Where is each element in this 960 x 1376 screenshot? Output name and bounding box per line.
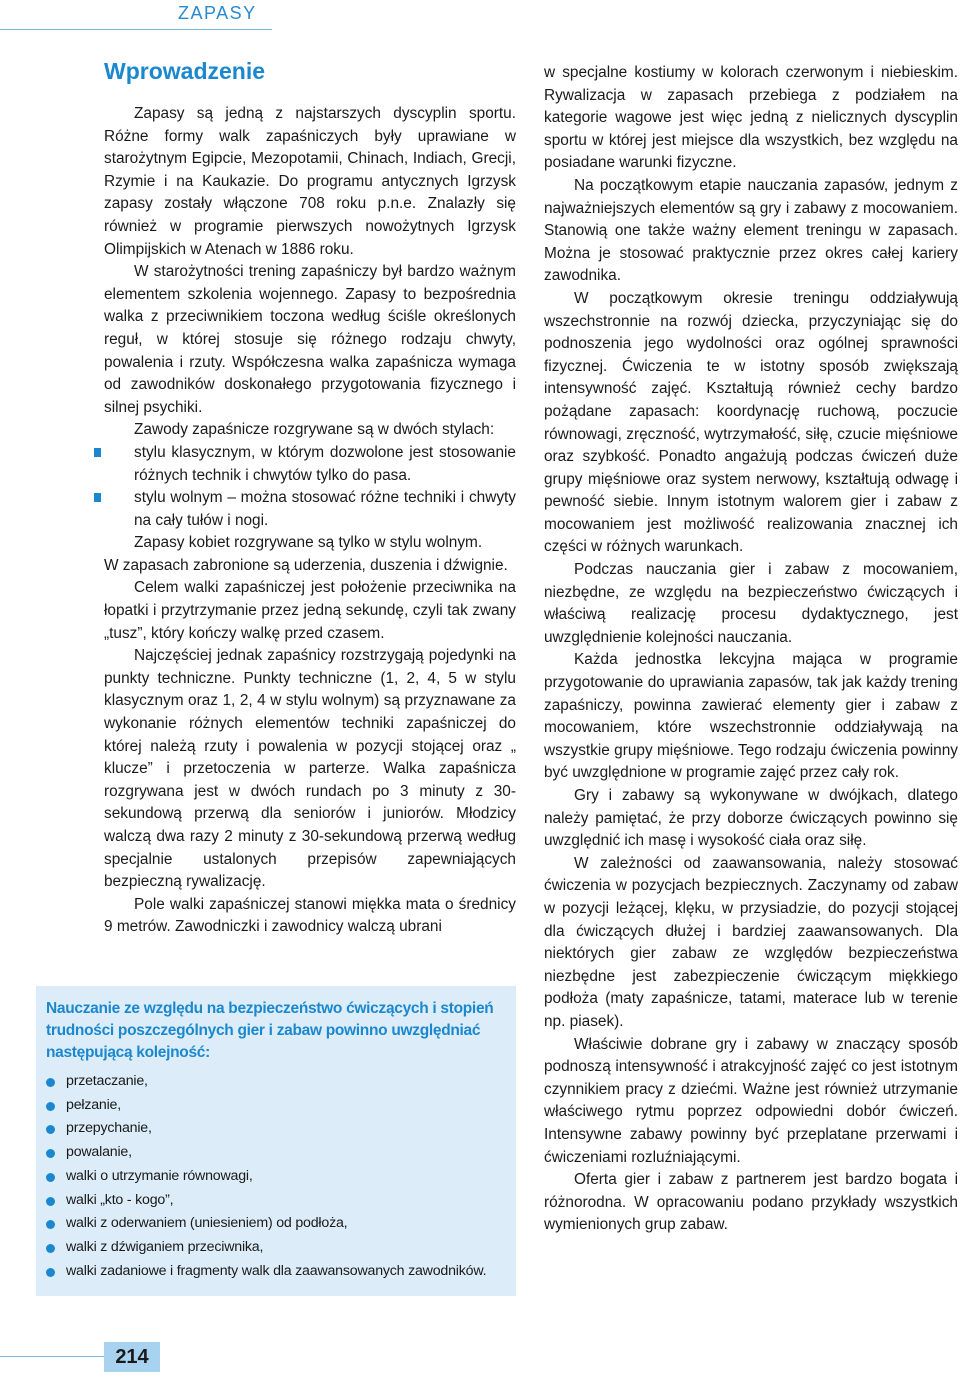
styles-list xyxy=(104,442,516,532)
list-item xyxy=(46,1212,486,1236)
list-item-text: powalanie, xyxy=(66,1144,132,1161)
paragraph: Najczęściej jednak zapaśnicy rozstrzygają pojedynki na punkty techniczne. Punkty techniczne (1, 2, 4, 5 w stylu klasycznym oraz 1, 2, 4 w stylu wolnym) są przyznawane za wykonanie różnych elementów techniki zapaśniczej do której należą rzuty i powalenia w pozycji stojącej oraz „ klucze” i przetoczenia w parterze. Walka zapaśnicza rozgrywana jest w dwóch rundach po 3 minuty z 30-sekundową przerwą dla seniorów i juniorów. Młodzicy walczą dwa razy 2 minuty z 30-sekundową przerwą według specjalnie ustalonych przepisów zapewniających bezpieczną rywalizację. xyxy=(104,647,516,891)
paragraph: W starożytności trening zapaśniczy był bardzo ważnym elementem szkolenia wojennego. Zapasy to bezpośrednia walka z przeciwnikiem toczona według ściśle określonych reguł, w której stosuje się różnego rodzaju chwyty, powalenia i rzuty. Współczesna walka zapaśnicza wymaga od zawodników doskonałego przygotowania fizycznego i silnej psychiki. xyxy=(104,263,516,416)
paragraph: Zawody zapaśnicze rozgrywane są w dwóch stylach: xyxy=(134,421,495,439)
list-item xyxy=(104,487,516,532)
left-column xyxy=(104,103,516,939)
paragraph: Pole walki zapaśniczej stanowi miękka mata o średnicy 9 metrów. Zawodniczki i zawodnicy walczą ubrani xyxy=(104,895,516,936)
list-item xyxy=(104,442,516,487)
bullet-icon xyxy=(94,448,101,457)
bullet-icon xyxy=(46,1125,55,1134)
list-item xyxy=(46,1094,486,1118)
section-label: ZAPASY xyxy=(178,3,257,23)
bullet-icon xyxy=(46,1102,55,1111)
bullet-icon xyxy=(94,493,101,502)
paragraph: W zależności od zaawansowania, należy stosować ćwiczenia w pozycjach bezpiecznych. Zaczynamy od zabaw w pozycji leżącej, klęku, w przysiadzie, do pozycji stojącej dla ćwiczących dłużej i bardziej zaawansowanych. Dla niektórych gier zabaw ze względów bezpieczeństwa niezbędne jest zabezpieczenie ćwiczącym miękkiego podłoża (maty zapaśnicze, tatami, materace lub w terenie np. piasek). xyxy=(544,854,958,1030)
paragraph: Na początkowym etapie nauczania zapasów, jednym z najważniejszych elementów są gry i zabawy z mocowaniem. Stanowią one także ważny element treningu w zapasach. Można je stosować praktycznie przez okres całej kariery zawodnika. xyxy=(544,176,958,285)
list-item xyxy=(46,1117,486,1141)
list-item-text: walki z dźwiganiem przeciwnika, xyxy=(66,1238,264,1255)
bullet-icon xyxy=(46,1244,55,1253)
info-box-list xyxy=(46,1070,486,1283)
info-box xyxy=(36,986,516,1296)
paragraph: Gry i zabawy są wykonywane w dwójkach, dlatego należy pamiętać, że przy doborze ćwiczących powinno się uwzględnić ich masę i wysokość ciała oraz siłę. xyxy=(544,787,958,850)
header-rule xyxy=(0,29,272,30)
right-column xyxy=(544,62,958,1237)
list-item-text: stylu wolnym – można stosować różne techniki i chwyty na cały tułów i nogi. xyxy=(134,489,516,529)
paragraph: Każda jednostka lekcyjna mająca w programie przygotowanie do uprawiania zapasów, tak jak każdy trening zapaśniczy, powinna zawierać elementy gier i zabaw z mocowaniem, które wszechstronnie oddziaływają na wszystkie grupy mięśniowe. Tego rodzaju ćwiczenia powinny być uwzględnione w programie zajęć przez cały rok. xyxy=(544,651,958,782)
list-item-text: walki „kto - kogo”, xyxy=(66,1191,174,1208)
list-item-text: walki z oderwaniem (uniesieniem) od podłoża, xyxy=(66,1215,348,1232)
list-item-text: przetaczanie, xyxy=(66,1073,148,1089)
paragraph: Zapasy są jedną z najstarszych dyscyplin sportu. Różne formy walk zapaśniczych były uprawiane w starożytnym Egipcie, Mezopotamii, Chinach, Indiach, Grecji, Rzymie i na Kaukazie. Do programu antycznych Igrzysk zapasy zostały włączone 708 roku p.n.e. Znalazły się również w programie pierwszych nowożytnych Igrzysk Olimpijskich w Atenach w 1886 roku. xyxy=(104,105,516,258)
list-item-text: przepychanie, xyxy=(66,1120,152,1137)
list-item xyxy=(46,1165,486,1189)
section-title: Wprowadzenie xyxy=(104,58,266,84)
bullet-icon xyxy=(46,1220,55,1229)
page-number: 214 xyxy=(104,1342,160,1372)
list-item xyxy=(46,1236,486,1260)
paragraph: W początkowym okresie treningu oddziaływują wszechstronnie na rozwój dziecka, przyczyniając się do podnoszenia jego wydolności oraz ogólnej sprawności fizycznej. Ćwiczenia te w istotny sposób zwiększają intensywność zajęć. Kształtują również cechy bardzo pożądane zapasach: koordynację ruchową, poczucie równowagi, zręczność, wytrzymałość, siłę, czucie mięśniowe oraz szybkość. Ponadto angażują podczas ćwiczeń duże grupy mięśniowe oraz system nerwowy, kształtują odwagę i pewność siebie. Innym istotnym walorem gier i zabaw z mocowaniem jest możliwość realizowania znacznej ich części w różnych warunkach. xyxy=(544,289,958,556)
list-item xyxy=(46,1189,486,1213)
list-item-text: stylu klasycznym, w którym dozwolone jest stosowanie różnych technik i chwytów tylko do pasa. xyxy=(134,443,516,484)
list-item-text: walki o utrzymanie równowagi, xyxy=(66,1167,253,1184)
list-item-text: pełzanie, xyxy=(66,1096,121,1113)
list-item xyxy=(46,1070,486,1094)
info-box-heading: Nauczanie ze względu na bezpieczeństwo ćwiczących i stopień trudności poszczególnych gier i zabaw powinno uwzględniać następującą kolejność: xyxy=(46,1000,494,1061)
paragraph: Właściwie dobrane gry i zabawy w znaczący sposób podnoszą intensywność i atrakcyjność zajęć co jest istotnym czynnikiem pracy z dziećmi. Ważne jest również utrzymanie właściwego rytmu poprzez odpowiedni dobór ćwiczeń. Intensywne zabawy powinny być przeplatane przerwami i ćwiczeniami rozluźniającymi. xyxy=(544,1035,958,1166)
list-item xyxy=(46,1141,486,1165)
footer-rule xyxy=(0,1356,104,1357)
list-item xyxy=(46,1260,486,1284)
bullet-icon xyxy=(46,1078,55,1087)
paragraph: W zapasach zabronione są uderzenia, duszenia i dźwignie. xyxy=(104,556,508,574)
bullet-icon xyxy=(46,1173,55,1182)
paragraph: Celem walki zapaśniczej jest położenie przeciwnika na łopatki i przytrzymanie przez jedną sekundę, czyli tak zwany „tusz”, który kończy walkę przed czasem. xyxy=(104,579,516,642)
paragraph: Zapasy kobiet rozgrywane są tylko w stylu wolnym. xyxy=(134,534,483,552)
bullet-icon xyxy=(46,1197,55,1206)
list-item-text: walki zadaniowe i fragmenty walk dla zaawansowanych zawodników. xyxy=(66,1262,487,1279)
bullet-icon xyxy=(46,1268,55,1277)
paragraph: Oferta gier i zabaw z partnerem jest bardzo bogata i różnorodna. W opracowaniu podano przykłady wszystkich wymienionych grup zabaw. xyxy=(544,1171,958,1234)
paragraph: w specjalne kostiumy w kolorach czerwonym i niebieskim. Rywalizacja w zapasach przebiega z podziałem na kategorie wagowe jest więc jedną z nielicznych dyscyplin sportu w której jest miejsce dla wszystkich, bez względu na posiadane warunki fizyczne. xyxy=(544,64,958,172)
paragraph: Podczas nauczania gier i zabaw z mocowaniem, niezbędne, ze względu na bezpieczeństwo ćwiczących i właściwą realizację procesu dydaktycznego, jest uwzględnienie kolejności nauczania. xyxy=(544,561,958,646)
bullet-icon xyxy=(46,1149,55,1158)
